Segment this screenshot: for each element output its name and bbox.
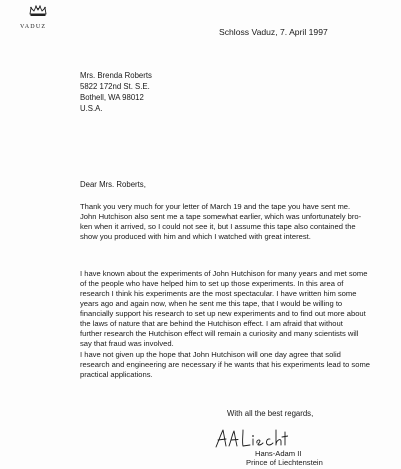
text-line: I have known about the experiments of John Hutchison for many years and met some — [80, 269, 368, 278]
crown-icon — [29, 5, 47, 17]
paragraph-1 — [80, 202, 385, 242]
paragraph-2 — [80, 269, 385, 349]
letterhead-place: VADUZ — [20, 24, 47, 30]
text-line: financially support his research to set up new experiments and to find out more about — [80, 309, 366, 318]
text-line: show you produced with him and which I watched with great interest. — [80, 232, 311, 241]
text-line: practical applications. — [80, 370, 153, 379]
text-line: John Hutchison also sent me a tape somewhat earlier, which was unfortunately bro- — [80, 212, 362, 221]
text-line: years ago and again now, when he sent me this tape, that I would be willing to — [80, 299, 343, 308]
text-line: of the people who have helped him to set up those experiments. In this area of — [80, 279, 344, 288]
text-line: ken when it arrived, so I could not see it, but I assume this tape also contained the — [80, 222, 356, 231]
recipient-address — [80, 70, 152, 114]
address-line: U.S.A. — [80, 104, 103, 113]
signer-title: Prince of Liechtenstein — [246, 458, 323, 467]
address-line: 5822 172nd St. S.E. — [80, 82, 150, 91]
handwritten-signature — [213, 426, 288, 450]
paragraph-3 — [80, 350, 385, 380]
closing: With all the best regards, — [227, 409, 314, 418]
text-line: research I think his experiments are the most spectacular. I have written him some — [80, 289, 357, 298]
signer-block — [246, 449, 323, 467]
text-line: Thank you very much for your letter of March 19 and the tape you have sent me. — [80, 202, 351, 211]
salutation: Dear Mrs. Roberts, — [80, 180, 146, 189]
text-line: say that fraud was involved. — [80, 339, 174, 348]
signer-name: Hans-Adam II — [255, 449, 302, 458]
address-line: Mrs. Brenda Roberts — [80, 71, 152, 80]
address-line: Bothell, WA 98012 — [80, 93, 144, 102]
dateline: Schloss Vaduz, 7. April 1997 — [219, 27, 328, 37]
text-line: the laws of nature that are behind the Hutchison effect. I am afraid that without — [80, 319, 343, 328]
text-line: research and engineering are necessary if he wants that his experiments lead to some — [80, 360, 370, 369]
text-line: further research the Hutchison effect will remain a curiosity and many scientists will — [80, 329, 359, 338]
text-line: I have not given up the hope that John Hutchison will one day agree that solid — [80, 350, 341, 359]
